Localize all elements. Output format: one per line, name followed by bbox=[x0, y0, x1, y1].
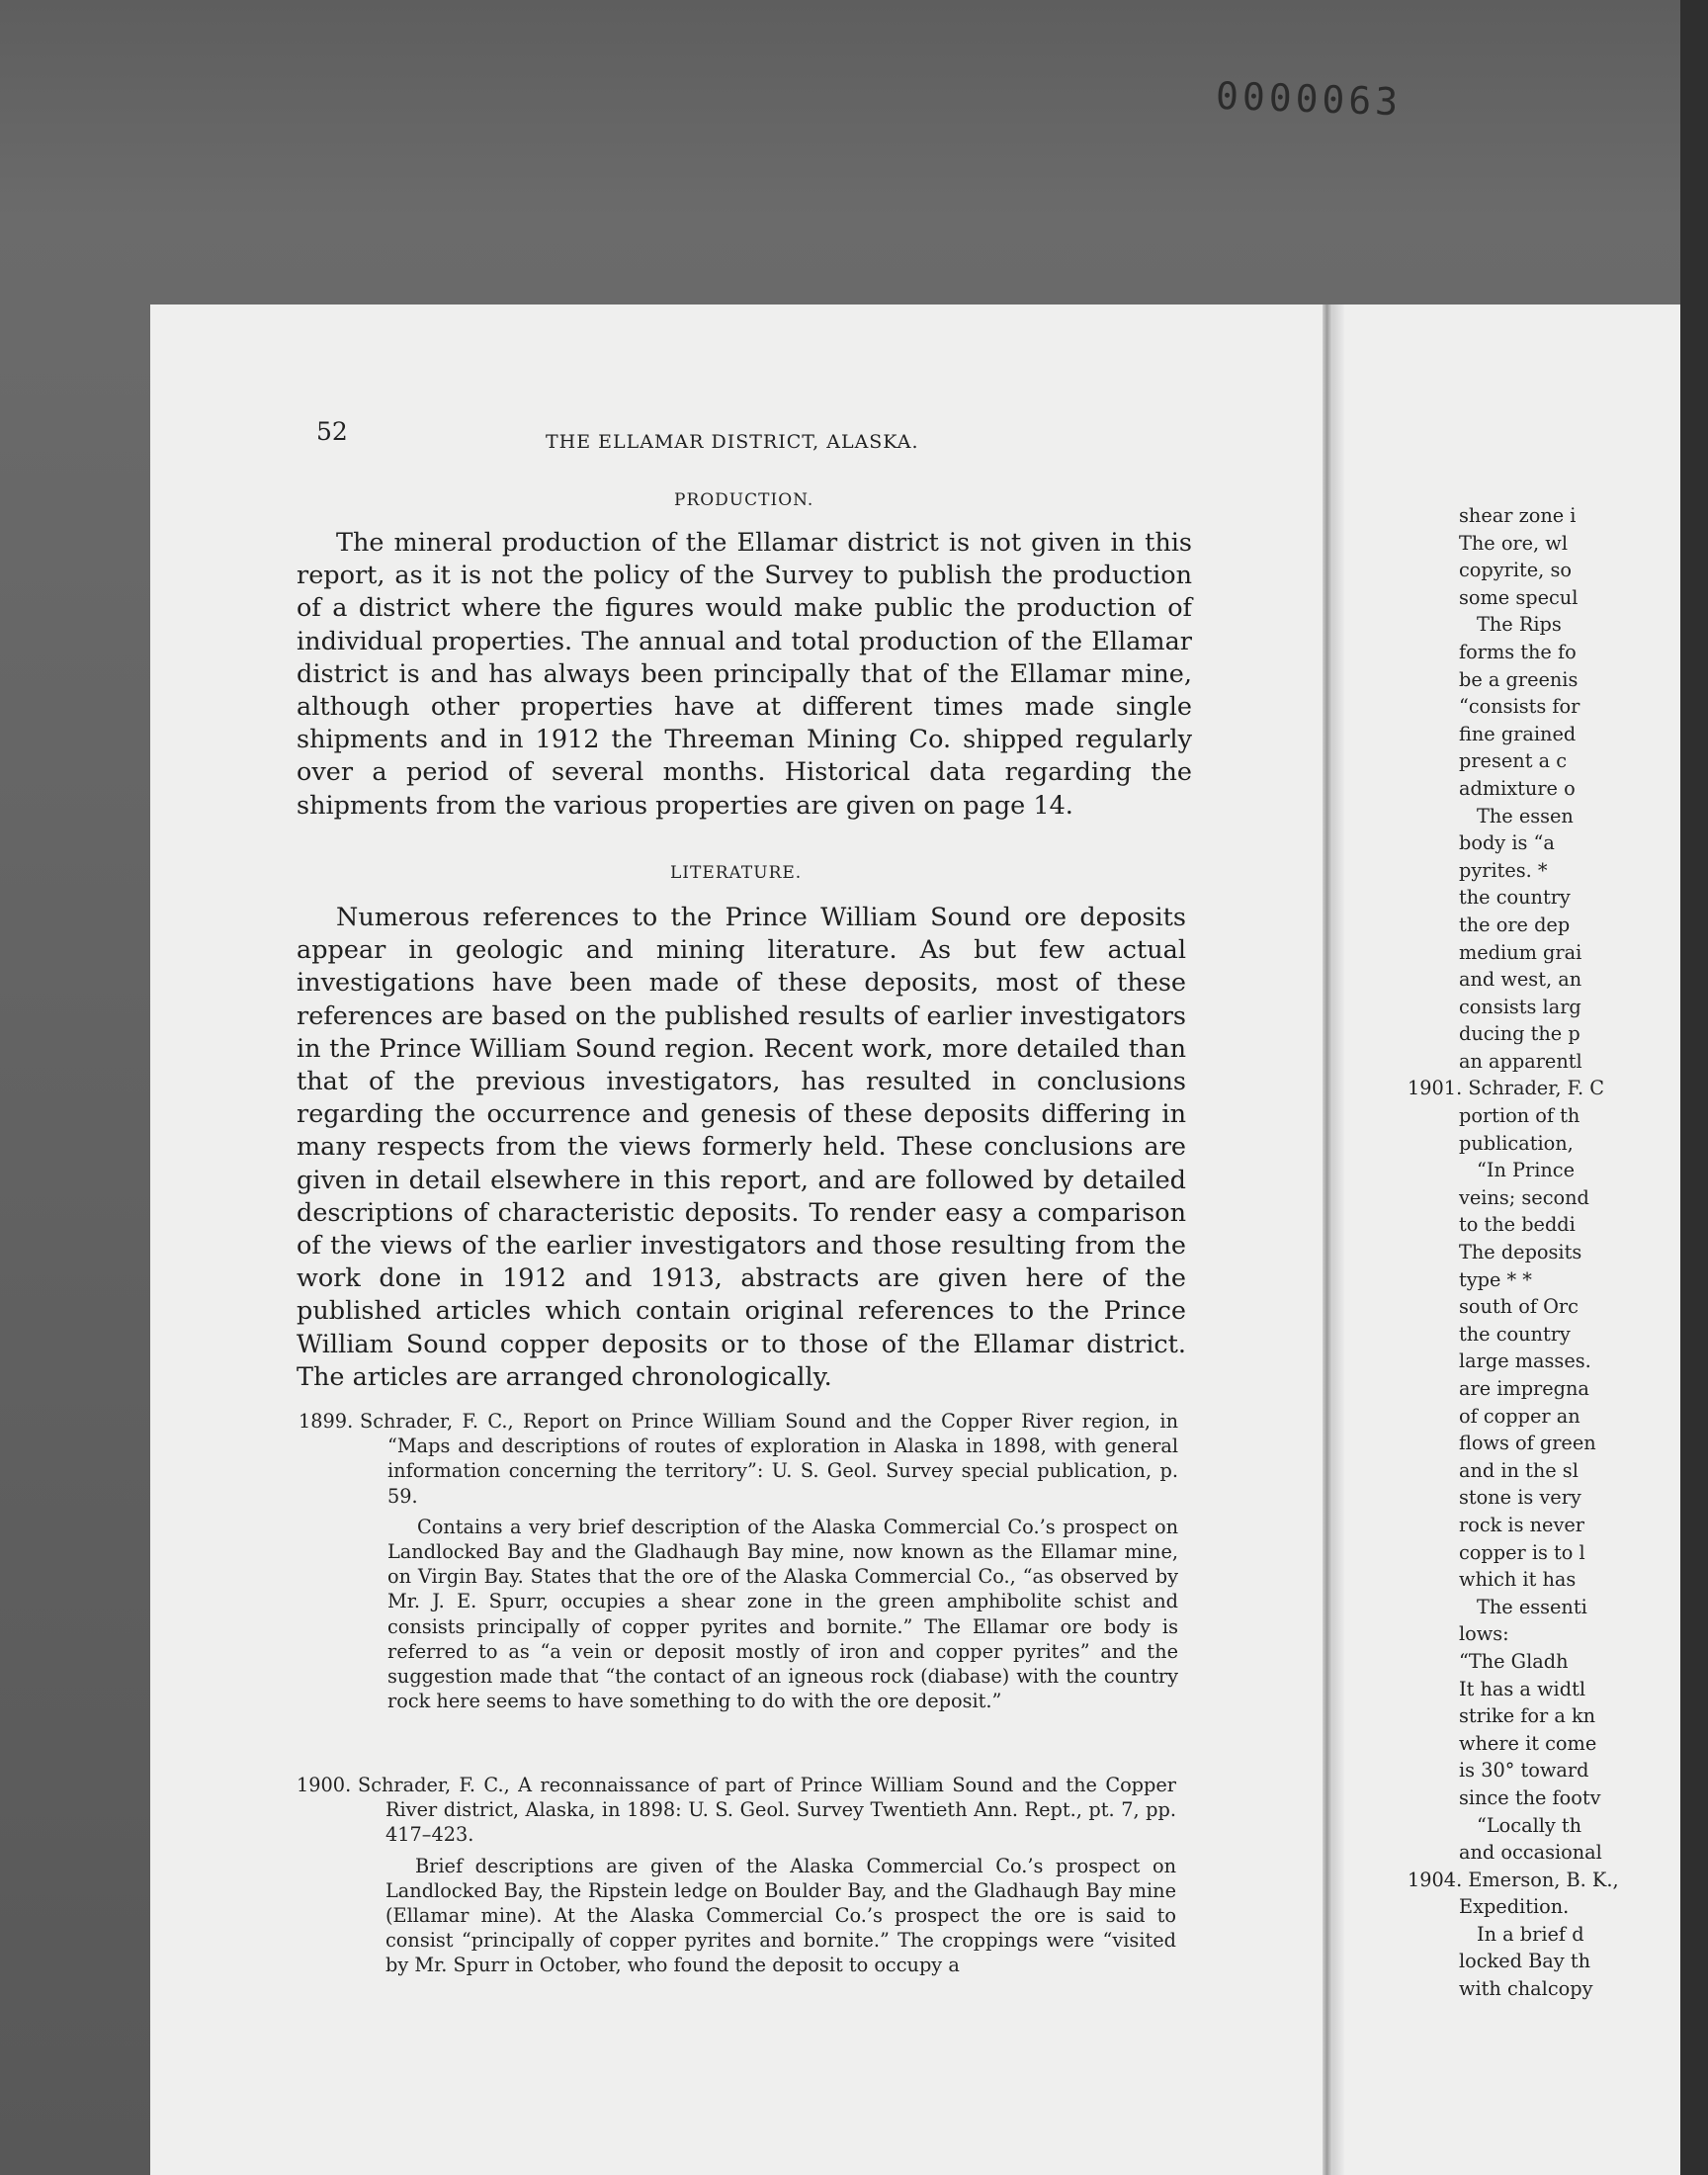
right-page-line: and occasional bbox=[1459, 1841, 1602, 1865]
right-page-line: ducing the p bbox=[1459, 1022, 1580, 1046]
right-page-line: lows: bbox=[1459, 1622, 1509, 1646]
right-page-line: the country bbox=[1459, 1322, 1571, 1346]
right-page-line: 1901. Schrader, F. C bbox=[1408, 1077, 1604, 1100]
right-page-line: since the footv bbox=[1459, 1785, 1601, 1809]
right-page-line: locked Bay th bbox=[1459, 1950, 1590, 1973]
right-page-line: “The Gladh bbox=[1459, 1649, 1569, 1673]
right-page-line: with chalcopy bbox=[1459, 1977, 1593, 2001]
reference-citation bbox=[299, 1409, 1178, 1509]
right-page-line: an apparentl bbox=[1459, 1049, 1582, 1073]
right-page-line: be a greenis bbox=[1459, 667, 1579, 691]
right-page-line: rock is never bbox=[1459, 1513, 1584, 1536]
reference-citation bbox=[297, 1773, 1176, 1848]
reference-year: 1900. bbox=[297, 1774, 352, 1796]
reference-1899 bbox=[299, 1409, 1178, 1713]
right-page-line: shear zone i bbox=[1459, 504, 1577, 527]
reference-citation-text: Schrader, F. C., Report on Prince William Sound and the Copper River region, in “Maps and descriptions of routes of exploration in Alaska in 1898, with general information concerning the territory”: U. S. Geol. Survey special publication, p. 59. bbox=[360, 1410, 1178, 1508]
reference-1900 bbox=[297, 1773, 1176, 1978]
literature-paragraph: Numerous references to the Prince William Sound ore deposits appear in geologic and mining literature. As but few actual investigations have been made of these deposits, most of these references are based on the published results of earlier investigators in the Prince William Sound region. Recent work, more detailed than that of the previous investigators, has resulted in conclusions regarding the occurrence and genesis of these deposits differing in many respects from the views formerly held. These conclusions are given in detail elsewhere in this report, and are followed by detailed descriptions of characteristic deposits. To render easy a comparison of the views of the earlier investigators and those resulting from the work done in 1912 and 1913, abstracts are given here of the published articles which contain original references to the Prince William Sound copper deposits or to those of the Ellamar district. The articles are arranged chronologically. bbox=[297, 903, 1186, 1392]
right-page-line: copyrite, so bbox=[1459, 559, 1572, 582]
right-page-line: publication, bbox=[1459, 1131, 1574, 1155]
right-page-line: flows of green bbox=[1459, 1432, 1596, 1455]
right-page-line: some specul bbox=[1459, 585, 1579, 609]
right-page-line: medium grai bbox=[1459, 940, 1582, 964]
right-page-line: copper is to l bbox=[1459, 1540, 1585, 1564]
right-page-line: The essenti bbox=[1477, 1595, 1587, 1618]
right-page-line: and west, an bbox=[1459, 968, 1582, 992]
page-gutter bbox=[1332, 304, 1344, 2175]
right-page-line: type * * bbox=[1459, 1267, 1532, 1291]
right-page-line: “consists for bbox=[1459, 695, 1580, 719]
right-page-line: “Locally th bbox=[1477, 1813, 1582, 1837]
right-page-line: present a c bbox=[1459, 749, 1567, 773]
right-page-line: stone is very bbox=[1459, 1486, 1581, 1510]
right-page-line: admixture o bbox=[1459, 776, 1576, 800]
right-page-line: forms the fo bbox=[1459, 640, 1577, 663]
scan-stamp-number: 0000063 bbox=[1215, 73, 1403, 125]
right-page-line: the ore dep bbox=[1459, 913, 1571, 936]
reference-year: 1899. bbox=[299, 1410, 354, 1433]
right-page-line: The essen bbox=[1477, 804, 1574, 827]
right-page-line: where it come bbox=[1459, 1731, 1597, 1755]
right-page-line: strike for a kn bbox=[1459, 1704, 1596, 1728]
right-page-line: veins; second bbox=[1459, 1185, 1589, 1209]
production-heading: PRODUCTION. bbox=[674, 490, 814, 510]
reference-abstract: Contains a very brief description of the Alaska Commercial Co.’s prospect on Landlocked Bay and the Gladhaugh Bay mine, now known as the Ellamar mine, on Virgin Bay. States that the ore of the Alaska Commercial Co., “as observed by Mr. J. E. Spurr, occupies a shear zone in the green amphibolite schist and consists principally of copper pyrites and bornite.” The Ellamar ore body is referred to as “a vein or deposit mostly of iron and copper pyrites” and the suggestion made that “the contact of an igneous rock (diabase) with the country rock here seems to have something to do with the ore deposit.” bbox=[387, 1515, 1178, 1713]
right-page-line: which it has bbox=[1459, 1568, 1577, 1592]
right-page-fragment bbox=[1408, 502, 1686, 2003]
right-page-line: It has a widtl bbox=[1459, 1677, 1585, 1700]
right-page-line: fine grained bbox=[1459, 722, 1577, 745]
right-page-line: portion of th bbox=[1459, 1104, 1580, 1128]
right-page-line: the country bbox=[1459, 886, 1571, 910]
page-number: 52 bbox=[316, 417, 348, 446]
right-page-line: The ore, wl bbox=[1459, 531, 1568, 555]
right-page-line: is 30° toward bbox=[1459, 1759, 1589, 1783]
right-page-line: and in the sl bbox=[1459, 1458, 1579, 1482]
right-page-line: “In Prince bbox=[1477, 1159, 1576, 1182]
running-head: THE ELLAMAR DISTRICT, ALASKA. bbox=[546, 431, 919, 453]
page-fold bbox=[1323, 304, 1332, 2175]
production-paragraph: The mineral production of the Ellamar district is not given in this report, as it is not the policy of the Survey to publish the production of a district where the figures would make public the production of individual properties. The annual and total production of the Ellamar district is and has always been principally that of the Ellamar mine, although other properties have at different times made single shipments and in 1912 the Threeman Mining Co. shipped regularly over a period of several months. Historical data regarding the shipments from the various properties are given on page 14. bbox=[297, 528, 1192, 821]
right-page-line: pyrites. * bbox=[1459, 858, 1548, 882]
right-page-line: body is “a bbox=[1459, 831, 1555, 855]
right-page-line: 1904. Emerson, B. K., bbox=[1408, 1868, 1619, 1891]
right-page-line: of copper an bbox=[1459, 1404, 1580, 1428]
right-page-line: In a brief d bbox=[1477, 1922, 1584, 1946]
reference-citation-text: Schrader, F. C., A reconnaissance of part of Prince William Sound and the Copper River district, Alaska, in 1898: U. S. Geol. Survey Twentieth Ann. Rept., pt. 7, pp. 417–423. bbox=[358, 1774, 1176, 1847]
right-page-line: large masses. bbox=[1459, 1349, 1591, 1373]
right-page-line: Expedition. bbox=[1459, 1895, 1570, 1919]
right-page-line: are impregna bbox=[1459, 1377, 1589, 1400]
right-page-line: to the beddi bbox=[1459, 1213, 1576, 1237]
literature-heading: LITERATURE. bbox=[670, 863, 803, 883]
right-page-line: south of Orc bbox=[1459, 1295, 1579, 1319]
reference-abstract: Brief descriptions are given of the Alaska Commercial Co.’s prospect on Landlocked Bay, the Ripstein ledge on Boulder Bay, and the Gladhaugh Bay mine (Ellamar mine). At the Alaska Commercial Co.’s prospect the ore is said to consist “principally of copper pyrites and bornite.” The croppings were “visited by Mr. Spurr in October, who found the deposit to occupy a bbox=[385, 1854, 1176, 1977]
right-page-line: consists larg bbox=[1459, 995, 1581, 1018]
right-page-line: The deposits bbox=[1459, 1241, 1582, 1264]
right-page-line: The Rips bbox=[1477, 613, 1562, 637]
